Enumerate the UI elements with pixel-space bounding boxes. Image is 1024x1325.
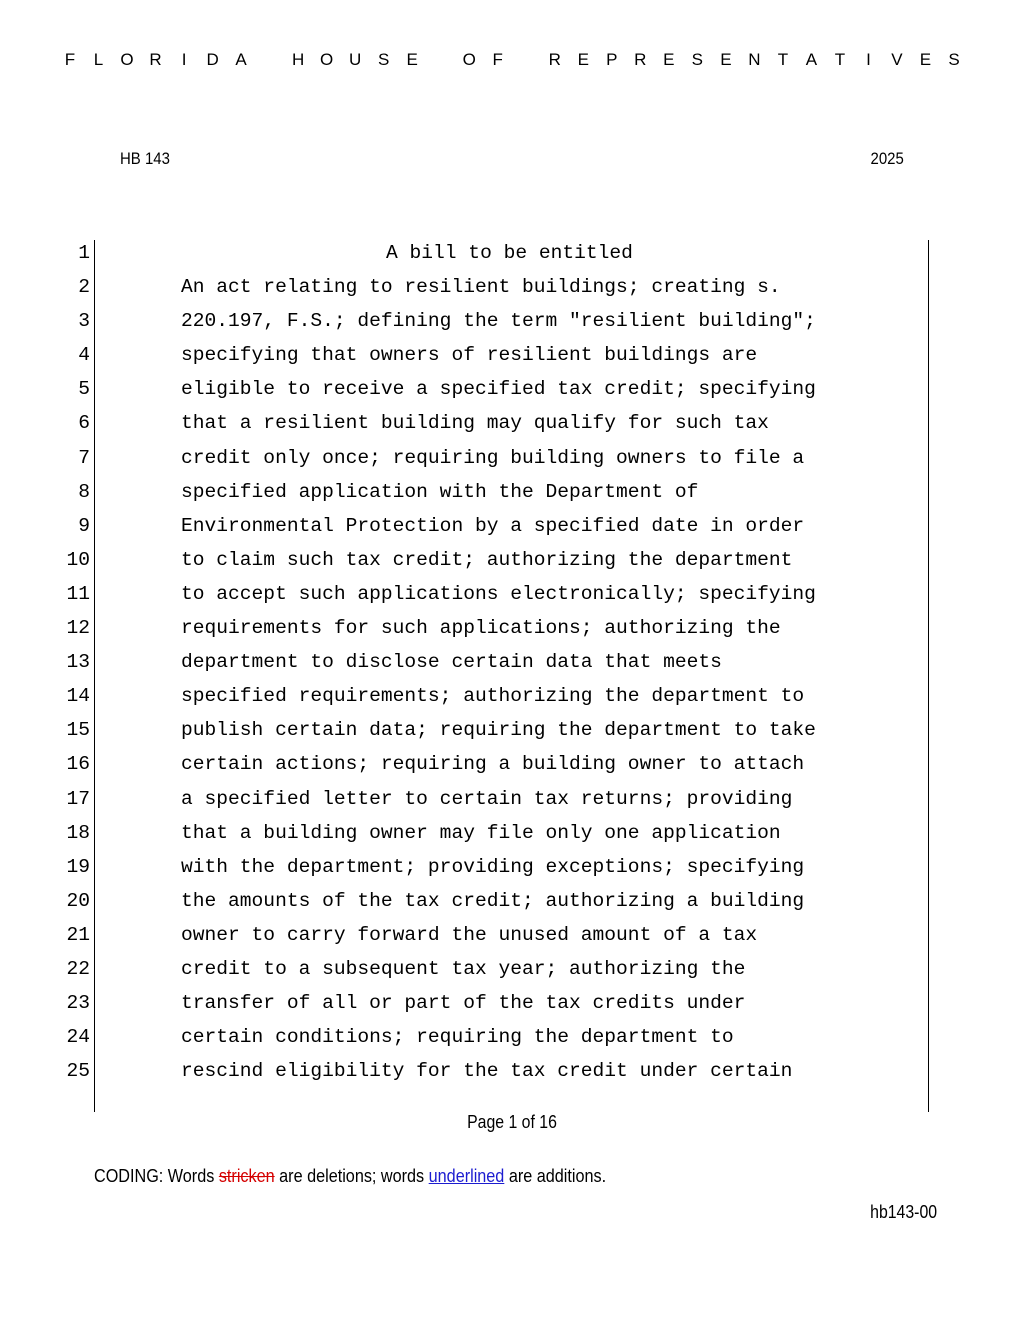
coding-legend xyxy=(94,1166,606,1187)
bill-number: HB 143 xyxy=(120,149,170,168)
line-number: 16 xyxy=(66,753,90,776)
bill-line xyxy=(0,441,1024,475)
agency-header-letter xyxy=(518,50,534,74)
agency-header-letter: A xyxy=(805,50,818,69)
agency-header-letter: V xyxy=(891,50,903,69)
bill-line xyxy=(0,782,1024,816)
line-number: 19 xyxy=(66,855,90,878)
line-number: 22 xyxy=(66,957,90,980)
agency-header-letter: R xyxy=(634,50,647,69)
line-text: specified requirements; authorizing the department to xyxy=(181,685,805,708)
line-text: requirements for such applications; authorizing the xyxy=(181,617,781,640)
agency-header-letter: S xyxy=(948,50,960,69)
bill-line xyxy=(0,611,1024,645)
line-number: 15 xyxy=(66,719,90,742)
line-text: department to disclose certain data that meets xyxy=(181,651,722,674)
line-number: 8 xyxy=(78,480,90,503)
line-number: 7 xyxy=(78,446,90,469)
line-number: 4 xyxy=(78,344,90,367)
bill-text-lines xyxy=(0,236,1024,1088)
bill-line xyxy=(0,679,1024,713)
agency-header-letter: L xyxy=(93,50,104,69)
line-text: publish certain data; requiring the department to take xyxy=(181,719,816,742)
bill-line xyxy=(0,884,1024,918)
agency-header-letter: S xyxy=(691,50,704,69)
agency-header-letter: E xyxy=(577,50,589,69)
bill-line xyxy=(0,918,1024,952)
line-text: specified application with the Department of xyxy=(181,480,699,503)
line-text: that a building owner may file only one application xyxy=(181,821,781,844)
line-text: the amounts of the tax credit; authorizing a building xyxy=(181,889,805,912)
line-number: 2 xyxy=(78,276,90,299)
agency-header-letter: F xyxy=(64,50,76,69)
bill-line xyxy=(0,338,1024,372)
bill-line xyxy=(0,304,1024,338)
line-text: owner to carry forward the unused amount of a tax xyxy=(181,923,758,946)
line-number: 17 xyxy=(66,787,90,810)
agency-header-letter: E xyxy=(720,50,732,69)
coding-stricken-sample: stricken xyxy=(218,1166,275,1186)
bill-year: 2025 xyxy=(870,149,904,168)
coding-underlined-sample: underlined xyxy=(428,1166,505,1186)
line-number: 13 xyxy=(66,651,90,674)
bill-line xyxy=(0,406,1024,440)
line-number: 3 xyxy=(78,310,90,333)
agency-header-letter: O xyxy=(320,50,334,69)
line-number: 10 xyxy=(66,548,90,571)
bill-line xyxy=(0,543,1024,577)
line-number: 9 xyxy=(78,514,90,537)
agency-header-letter: I xyxy=(866,50,871,69)
agency-header-letter: E xyxy=(663,50,675,69)
agency-header xyxy=(0,50,1024,74)
coding-prefix: CODING: Words xyxy=(94,1166,215,1186)
agency-header-letter: E xyxy=(406,50,418,69)
line-number: 5 xyxy=(78,378,90,401)
agency-header-letter: D xyxy=(206,50,219,69)
bill-line xyxy=(0,1054,1024,1088)
agency-header-letter: T xyxy=(777,50,789,69)
line-text: transfer of all or part of the tax credits under xyxy=(181,992,746,1015)
line-text: with the department; providing exceptions; specifying xyxy=(181,855,805,878)
line-text: credit to a subsequent tax year; authorizing the xyxy=(181,957,746,980)
agency-header-letter: P xyxy=(606,50,618,69)
bill-line xyxy=(0,816,1024,850)
agency-header-letter: I xyxy=(181,50,187,69)
line-text: that a resilient building may qualify for such tax xyxy=(181,412,769,435)
line-number: 6 xyxy=(78,412,90,435)
agency-header-letter: R xyxy=(548,50,561,69)
bill-line xyxy=(0,372,1024,406)
page-number: Page 1 of 16 xyxy=(467,1112,557,1132)
line-text: Environmental Protection by a specified date in order xyxy=(181,514,805,537)
agency-header-letter xyxy=(433,50,449,74)
line-text: eligible to receive a specified tax credit; specifying xyxy=(181,378,816,401)
line-number: 23 xyxy=(66,992,90,1015)
line-text: rescind eligibility for the tax credit under certain xyxy=(181,1060,793,1083)
bill-line xyxy=(0,850,1024,884)
line-number: 1 xyxy=(78,242,90,264)
line-text: a specified letter to certain tax returns; providing xyxy=(181,787,793,810)
document-file-code: hb143-00 xyxy=(870,1202,937,1222)
agency-header-letter xyxy=(262,50,278,74)
line-number: 11 xyxy=(66,582,90,605)
bill-line xyxy=(0,713,1024,747)
bill-line xyxy=(0,236,1024,270)
line-number: 18 xyxy=(66,821,90,844)
bill-line xyxy=(0,952,1024,986)
agency-header-letter: H xyxy=(291,50,305,69)
agency-header-letter: O xyxy=(462,50,476,69)
line-number: 24 xyxy=(66,1026,90,1049)
line-number: 12 xyxy=(66,617,90,640)
line-text: to claim such tax credit; authorizing the department xyxy=(181,548,793,571)
line-text: to accept such applications electronically; specifying xyxy=(181,582,816,605)
line-number: 25 xyxy=(66,1060,90,1083)
bill-line xyxy=(0,509,1024,543)
line-text: certain actions; requiring a building owner to attach xyxy=(181,753,805,776)
bill-line xyxy=(0,577,1024,611)
line-text: A bill to be entitled xyxy=(386,242,633,264)
bill-line xyxy=(0,270,1024,304)
line-text: 220.197, F.S.; defining the term "resilient building"; xyxy=(181,310,816,333)
bill-line xyxy=(0,645,1024,679)
line-text: An act relating to resilient buildings; creating s. xyxy=(181,276,781,299)
bill-line xyxy=(0,475,1024,509)
agency-header-letter: S xyxy=(378,50,390,69)
agency-header-letter: E xyxy=(919,50,932,69)
bill-line xyxy=(0,747,1024,781)
bill-line xyxy=(0,986,1024,1020)
agency-header-letter: O xyxy=(120,50,134,69)
line-number: 14 xyxy=(66,685,90,708)
agency-header-letter: F xyxy=(492,50,503,69)
coding-suffix: are additions. xyxy=(508,1166,607,1186)
line-number: 20 xyxy=(66,889,90,912)
line-text: specifying that owners of resilient buildings are xyxy=(181,344,758,367)
line-text: certain conditions; requiring the department to xyxy=(181,1026,734,1049)
bill-line xyxy=(0,1020,1024,1054)
agency-header-letter: A xyxy=(235,50,247,69)
agency-header-letter: N xyxy=(748,50,761,69)
coding-middle: are deletions; words xyxy=(279,1166,425,1186)
line-text: credit only once; requiring building owners to file a xyxy=(181,446,805,469)
agency-header-letter: R xyxy=(149,50,162,69)
agency-header-letter: U xyxy=(349,50,362,69)
agency-header-letter: T xyxy=(834,50,846,69)
line-number: 21 xyxy=(66,923,90,946)
